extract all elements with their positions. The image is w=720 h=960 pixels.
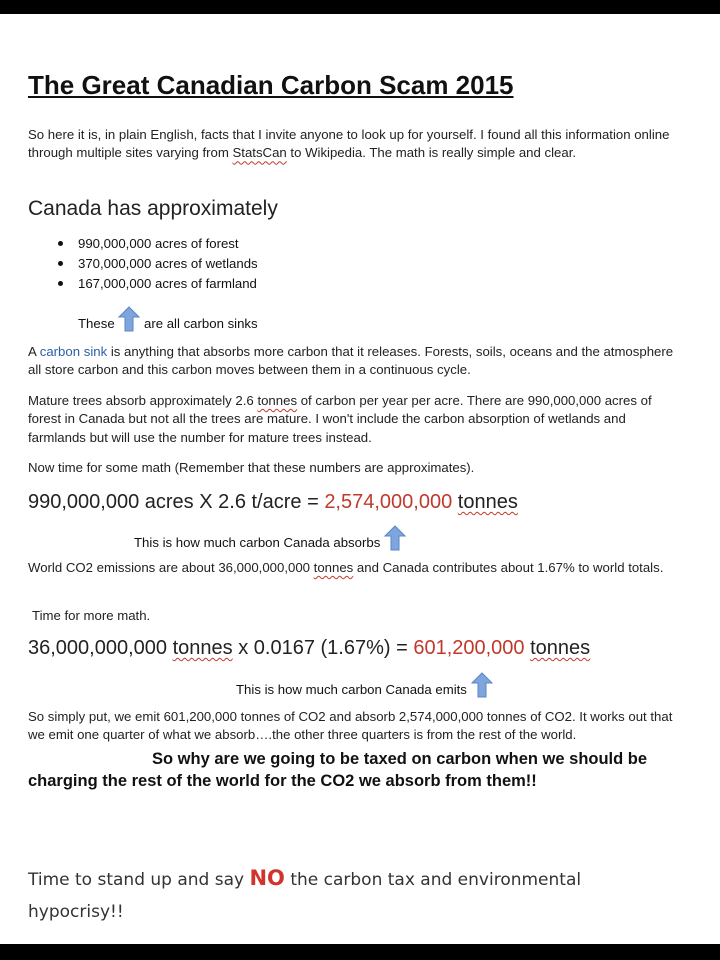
more-math: Time for more math. bbox=[32, 608, 151, 623]
emits-caption: This is how much carbon Canada emits bbox=[236, 672, 493, 698]
list-item: 167,000,000 acres of farmland bbox=[56, 274, 258, 294]
tonnes-word: tonnes bbox=[530, 637, 591, 659]
statscan-word: StatsCan bbox=[232, 145, 287, 161]
list-item: 370,000,000 acres of wetlands bbox=[56, 254, 258, 274]
list-item: 990,000,000 acres of forest bbox=[56, 234, 258, 254]
mature-trees-paragraph: Mature trees absorb approximately 2.6 tonnes of carbon per year per acre. There are 990,000,000 acres of forest in Canada but not all the trees are mature. I won't include the carbon absorption of wetlands and farmlands but will use the number for mature trees instead. bbox=[28, 393, 652, 445]
summary-bold: So why are we going to be taxed on carbon when we should be charging the rest of the world for the CO2 we absorb from them!! bbox=[28, 750, 648, 790]
carbon-sink-term: carbon sink bbox=[39, 344, 108, 359]
tonnes-word: tonnes bbox=[457, 491, 518, 513]
absorbs-caption: This is how much carbon Canada absorbs bbox=[134, 525, 406, 551]
absorb-result: 2,574,000,000 bbox=[324, 491, 453, 513]
emit-equation: 36,000,000,000 tonnes x 0.0167 (1.67%) = 601,200,000 tonnes bbox=[28, 637, 591, 659]
emit-result: 601,200,000 bbox=[413, 637, 525, 659]
sinks-note: These are all carbon sinks bbox=[78, 306, 258, 332]
up-arrow-icon bbox=[471, 672, 493, 698]
tonnes-word: tonnes bbox=[257, 393, 298, 408]
canada-heading: Canada has approximately bbox=[28, 197, 278, 220]
intro-paragraph: So here it is, in plain English, facts that I invite anyone to look up for yourself. I found all this information online through multiple sites varying from StatsCan to Wikipedia. The math is really simple and clear. bbox=[28, 127, 670, 161]
closing-statement: Time to stand up and say NO the carbon tax and environmental hypocrisy!! bbox=[28, 866, 582, 922]
carbon-sink-paragraph: A carbon sink is anything that absorbs more carbon that it releases. Forests, soils, oceans and the atmosphere all store carbon and this carbon moves between them in a continuous cycle. bbox=[28, 344, 674, 378]
math-intro: Now time for some math (Remember that these numbers are approximates). bbox=[28, 460, 475, 475]
up-arrow-icon bbox=[384, 525, 406, 551]
tonnes-word: tonnes bbox=[313, 560, 354, 575]
land-list bbox=[56, 234, 258, 294]
tonnes-word: tonnes bbox=[172, 637, 233, 659]
no-word: NO bbox=[249, 866, 285, 890]
world-paragraph: World CO2 emissions are about 36,000,000,000 tonnes and Canada contributes about 1.67% to world totals. bbox=[28, 560, 664, 575]
up-arrow-icon bbox=[118, 306, 140, 332]
absorb-equation: 990,000,000 acres X 2.6 t/acre = 2,574,000,000 tonnes bbox=[28, 491, 518, 513]
document-title: The Great Canadian Carbon Scam 2015 bbox=[28, 70, 514, 100]
summary-paragraph: So simply put, we emit 601,200,000 tonnes of CO2 and absorb 2,574,000,000 tonnes of CO2. It works out that we emit one quarter of what we absorb….the other three quarters is from the rest of the world. bbox=[28, 709, 673, 743]
